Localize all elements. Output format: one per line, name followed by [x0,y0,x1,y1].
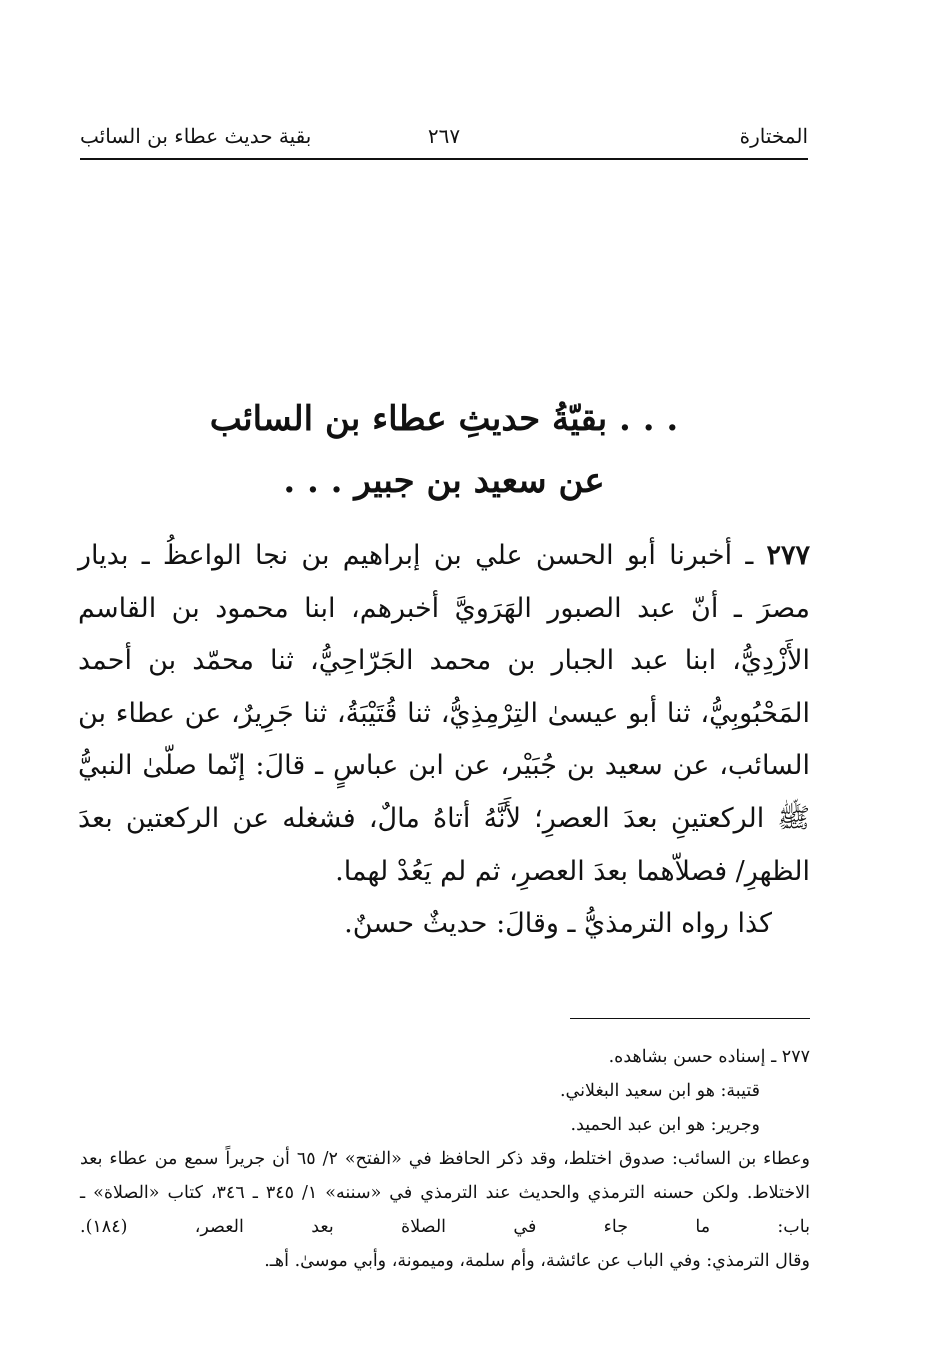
footnote-line: قتيبة: هو ابن سعيد البغلاني. [559,1081,760,1101]
book-title: المختارة [739,124,808,148]
footnote-line: وقال الترمذي: وفي الباب عن عائشة، وأم سلمة، وميمونة، وأبي موسىٰ. أهـ. [264,1251,810,1271]
section-title-line-2: عن سعيد بن جبير . . . [283,461,605,501]
running-header [80,118,808,158]
footnote-line: ٢٧٧ ـ إسناده حسن بشاهده. [608,1047,810,1067]
header-divider [80,158,808,160]
section-title-line-1: . . . بقيّةُ حديثِ عطاء بن السائب [209,399,679,439]
footnotes [80,1040,810,1278]
footnote-paragraph: وعطاء بن السائب: صدوق اختلط، وقد ذكر الحافظ في «الفتح» ٢/ ٦٥ أن جريراً سمع من عطاء بعد الاختلاط. ولكن حسنه الترمذي والحديث عند الترمذي في «سننه» ١/ ٣٤٥ ـ ٣٤٦، كتاب «الصلاة» ـ باب: ما جاء في الصلاة بعد العصر، (١٨٤). [80,1149,810,1237]
hadith-ruling: كذا رواه الترمذيُّ ـ وقالَ: حديثٌ حسنٌ. [344,908,772,939]
chapter-title: بقية حديث عطاء بن السائب [80,124,312,148]
page-number: ٢٦٧ [427,124,461,148]
section-title [80,388,808,512]
footnote-line: وجرير: هو ابن عبد الحميد. [570,1115,760,1135]
hadith-number: ٢٧٧ [766,540,810,571]
hadith-text: ـ أخبرنا أبو الحسن علي بن إبراهيم بن نجا الواعظُ ـ بديار مصرَ ـ أنّ عبد الصبور الهَرَويَّ أخبرهم، ابنا محمود بن القاسم الأَزْدِيُّ، ابنا عبد الجبار بن محمد الجَرّاحِيُّ، ثنا محمّد بن أحمد المَحْبُوبِيُّ، ثنا أبو عيسىٰ التِرْمِذِيُّ، ثنا قُتَيْبَةُ، ثنا جَرِيرٌ، عن عطاء بن السائب، عن سعيد بن جُبَيْر، عن ابن عباسٍ ـ قالَ: إنّما صلّىٰ النبيُّ ﷺ الركعتينِ بعدَ العصرِ؛ لأَنَّهُ أتاهُ مالٌ، فشغله عن الركعتين بعدَ الظهرِ/ فصلاّهما بعدَ العصرِ، ثم لم يَعُدْ لهما. [78,540,810,887]
hadith-body [78,530,810,898]
footnote-divider [570,1018,810,1019]
